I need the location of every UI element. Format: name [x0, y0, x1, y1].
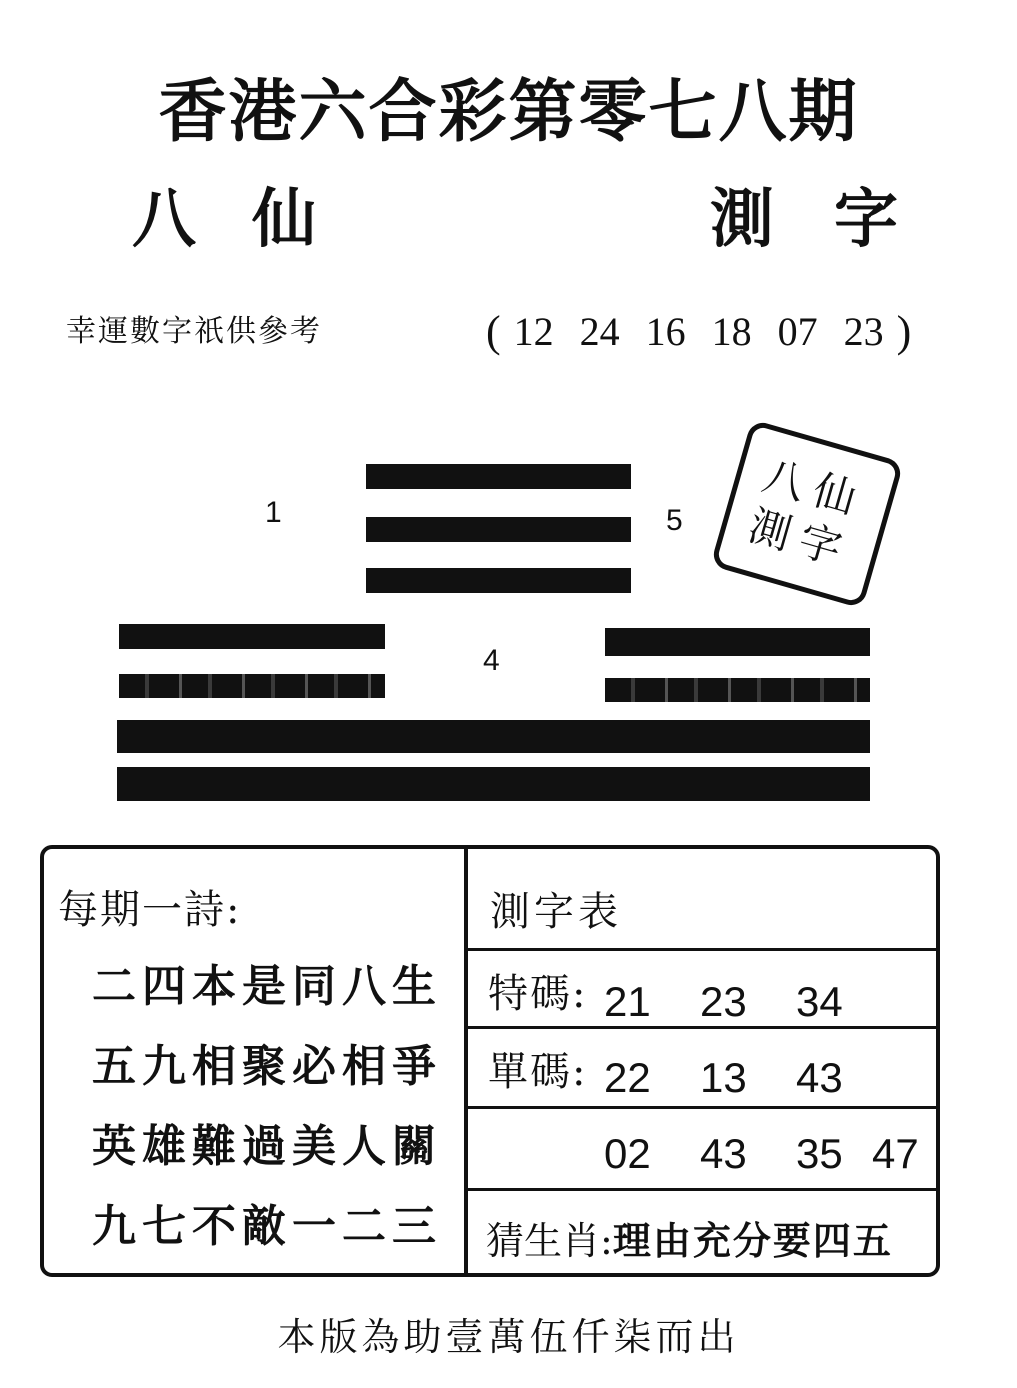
lucky-number: 16: [645, 309, 686, 354]
lucky-numbers: [486, 306, 911, 357]
seal-stamp: [710, 419, 904, 609]
trigram-bar: [119, 674, 385, 698]
table-divider: [468, 1106, 936, 1109]
poem-line: 九七不敵一二三: [92, 1201, 442, 1252]
lucky-number: 07: [777, 309, 818, 354]
table-divider: [468, 1188, 936, 1191]
extra-code-numbers: [604, 1130, 968, 1178]
poem-line: 五九相聚必相爭: [92, 1041, 442, 1092]
table-divider: [468, 1026, 936, 1029]
code-number: 23: [700, 978, 747, 1025]
poem-line: 二四本是同八生: [92, 961, 442, 1012]
code-number: 02: [604, 1130, 651, 1177]
zodiac-label: 猜生肖:: [486, 1219, 613, 1263]
poem-title: 每期一詩:: [58, 887, 242, 933]
trigram-bar: [117, 767, 870, 801]
code-number: 47: [872, 1130, 919, 1177]
poem-line: 英雄難過美人關: [92, 1121, 442, 1172]
trigram-number: 5: [666, 504, 683, 537]
panel-divider: [464, 849, 468, 1273]
code-number: 35: [796, 1130, 843, 1177]
table-divider: [468, 948, 936, 951]
lucky-number: 12: [513, 309, 554, 354]
trigram-bar: [119, 624, 385, 649]
code-number: 34: [796, 978, 843, 1025]
trigram-bar: [117, 720, 870, 753]
single-code-numbers: [604, 1054, 892, 1102]
close-paren: ): [896, 307, 912, 356]
code-number: 43: [796, 1054, 843, 1101]
single-code-label: 單碼:: [488, 1049, 588, 1095]
zodiac-row: [486, 1210, 893, 1265]
right-heading: 測字: [710, 182, 958, 257]
trigram-bar: [366, 568, 631, 593]
code-number: 13: [700, 1054, 747, 1101]
trigram-number: 4: [483, 644, 500, 677]
special-code-numbers: [604, 978, 892, 1026]
trigram-number: 1: [265, 496, 282, 529]
lucky-number: 18: [711, 309, 752, 354]
trigram-bar: [366, 517, 631, 542]
open-paren: (: [486, 307, 501, 356]
trigram-bar: [366, 464, 631, 489]
footer-note: 本版為助壹萬伍仟柒而出: [277, 1315, 740, 1359]
special-code-label: 特碼:: [488, 971, 588, 1017]
code-number: 21: [604, 978, 651, 1025]
code-number: 43: [700, 1130, 747, 1177]
zodiac-answer: 理由充分要四五: [612, 1218, 893, 1263]
seal-line: 八仙: [757, 450, 872, 527]
lucky-number: 23: [843, 309, 884, 354]
code-number: 22: [604, 1054, 651, 1101]
lucky-number: 24: [579, 309, 620, 354]
lucky-numbers-label: 幸運數字祇供參考: [66, 314, 322, 349]
trigram-bar: [605, 678, 870, 702]
seal-line: 測字: [743, 500, 857, 577]
page-title: 香港六合彩第零七八期: [158, 72, 859, 152]
left-heading: 八仙: [132, 182, 372, 257]
table-title: 測字表: [490, 889, 622, 935]
trigram-bar: [605, 628, 870, 656]
